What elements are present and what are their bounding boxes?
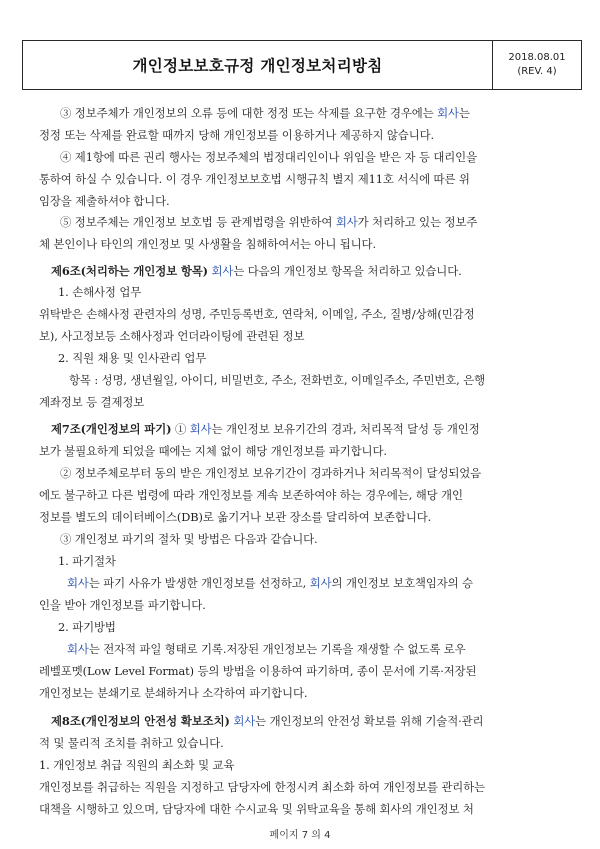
para5-line2: 체 본인이나 타인의 개인정보 및 사생활을 침해하여서는 아니 됩니다. [39, 237, 376, 251]
para3-line2: 정정 또는 삭제를 완료할 때까지 당해 개인정보를 이용하거나 제공하지 않습니다. [39, 128, 435, 142]
article8-item1-line1: 개인정보를 취급하는 직원을 지정하고 담당자에 한정시켜 최소화 하여 개인정보를 관리하는 [39, 780, 486, 794]
company-highlight: 회사 [67, 642, 89, 656]
para3-line1: ③ 정보주체가 개인정보의 오류 등에 대한 정정 또는 삭제를 요구한 경우에는 회사는 [60, 106, 470, 120]
revision-number: (REV. 4) [517, 66, 557, 77]
para4-line2: 통하여 하실 수 있습니다. 이 경우 개인정보보호법 시행규칙 별지 제11호 서식에 따른 위 [39, 172, 470, 186]
article6-item1-line1: 위탁받은 손해사정 관련자의 성명, 주민등록번호, 연락처, 이메일, 주소, 질병/상해(민감정 [39, 307, 475, 321]
company-highlight: 회사 [309, 576, 332, 590]
article7-line1: 제7조(개인정보의 파기) ① 회사는 개인정보 보유기간의 경과, 처리목적 달성 등 개인정 [51, 422, 480, 436]
article6-item2-line2: 계좌정보 등 결제정보 [39, 395, 145, 409]
page-footer: 페이지 7 의 4 [269, 830, 331, 841]
company-highlight: 회사 [437, 106, 459, 120]
article6-item2-line1: 항목 : 성명, 생년월일, 아이디, 비밀번호, 주소, 전화번호, 이메일주소, 주민번호, 은행 [69, 373, 486, 387]
destruction-method-title: 2. 파기방법 [58, 620, 116, 634]
article7-line2: 보가 불필요하게 되었을 때에는 지체 없이 해당 개인정보를 파기합니다. [39, 444, 387, 458]
destruction-procedure-line2: 인을 받아 개인정보를 파기합니다. [39, 598, 206, 612]
para4-line3: 임장을 제출하셔야 합니다. [39, 194, 170, 208]
article6-item2: 2. 직원 채용 및 인사관리 업무 [58, 351, 207, 365]
destruction-method-line3: 개인정보는 분쇄기로 분쇄하거나 소각하여 파기합니다. [39, 686, 308, 700]
company-highlight: 회사 [335, 215, 358, 229]
destruction-method-line2: 레벨포멧(Low Level Format) 등의 방법을 이용하여 파기하며, 종이 문서에 기록·저장된 [39, 664, 477, 678]
company-highlight: 회사 [189, 422, 212, 436]
article8-heading: 제8조(개인정보의 안전성 확보조치) [51, 714, 230, 728]
article6-line1: 제6조(처리하는 개인정보 항목) 회사는 다음의 개인정보 항목을 처리하고 있습니다. [51, 264, 462, 278]
company-highlight: 회사 [67, 576, 89, 590]
article7-para2-line3: 정보를 별도의 데이터베이스(DB)로 옮기거나 보관 장소를 달리하여 보존합니다. [39, 510, 432, 524]
article7-para3: ③ 개인정보 파기의 절차 및 방법은 다음과 같습니다. [60, 532, 318, 546]
article8-item1-line2: 대책을 시행하고 있으며, 담당자에 대한 수시교육 및 위탁교육을 통해 회사의 개인정보 처 [39, 802, 474, 816]
company-highlight: 회사 [233, 714, 256, 728]
article6-heading: 제6조(처리하는 개인정보 항목) [51, 264, 208, 278]
article8-line2: 적 및 물리적 조치를 취하고 있습니다. [39, 736, 224, 750]
article7-para2-line1: ② 정보주체로부터 동의 받은 개인정보 보유기간이 경과하거나 처리목적이 달성되었음 [60, 466, 482, 480]
article6-item1: 1. 손해사정 업무 [58, 285, 142, 299]
article7-para2-line2: 에도 불구하고 다른 법령에 따라 개인정보를 계속 보존하여야 하는 경우에는, 해당 개인 [39, 488, 463, 502]
destruction-procedure-title: 1. 파기절차 [58, 554, 116, 568]
document-header [22, 40, 582, 90]
revision-date: 2018.08.01 [508, 52, 566, 63]
article7-heading: 제7조(개인정보의 파기) [51, 422, 172, 436]
para4-line1: ④ 제1항에 따른 권리 행사는 정보주체의 법정대리인이나 위임을 받은 자 등 대리인을 [60, 150, 477, 164]
para5-line1: ⑤ 정보주체는 개인정보 보호법 등 관계법령을 위반하여 회사가 처리하고 있는 정보주 [60, 215, 478, 229]
company-highlight: 회사 [211, 264, 234, 278]
article8-item1: 1. 개인정보 취급 직원의 최소화 및 교육 [39, 758, 235, 772]
revision-box [493, 41, 581, 89]
article8-line1: 제8조(개인정보의 안전성 확보조치) 회사는 개인정보의 안전성 확보를 위해 기술적·관리 [51, 714, 484, 728]
destruction-procedure-line1: 회사는 파기 사유가 발생한 개인정보를 선정하고, 회사의 개인정보 보호책임자의 승 [67, 576, 473, 590]
document-title: 개인정보보호규정 개인정보처리방침 [23, 41, 493, 89]
article6-item1-line2: 보), 사고정보등 소해사정과 언더라이팅에 관련된 정보 [39, 329, 305, 343]
destruction-method-line1: 회사는 전자적 파일 형태로 기록.저장된 개인정보는 기록을 재생할 수 없도록 로우 [67, 642, 466, 656]
